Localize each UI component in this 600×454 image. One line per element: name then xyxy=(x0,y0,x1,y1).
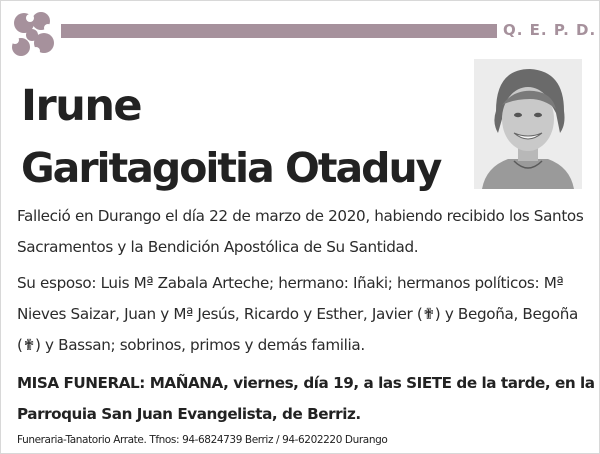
deceased-first-name: Irune xyxy=(21,81,142,131)
funeral-home-footer: Funeraria-Tanatorio Arrate. Tfnos: 94-6824739 Berriz / 94-6202220 Durango xyxy=(17,434,388,446)
funeral-paragraph: MISA FUNERAL: MAÑANA, viernes, día 19, a las SIETE de la tarde, en la Parroquia San Juan Evangelista, de Berriz. xyxy=(17,374,595,423)
death-notice-paragraph: Falleció en Durango el día 22 de marzo de 2020, habiendo recibido los Santos Sacramentos y la Bendición Apostólica de Su Santidad. xyxy=(17,207,584,256)
deceased-surnames: Garitagoitia Otaduy xyxy=(21,144,441,192)
family-paragraph: Su esposo: Luis Mª Zabala Arteche; hermano: Iñaki; hermanos políticos: Mª Nieves Saizar, Juan y Mª Jesús, Ricardo y Esther, Javier (✟) y Begoña, Begoña (✟) y Bassan; sobrinos, primos y demás familia. xyxy=(17,274,578,354)
lauburu-icon xyxy=(6,9,58,61)
deceased-portrait xyxy=(474,59,582,189)
qepd-label: Q. E. P. D. xyxy=(503,21,597,39)
header-bar xyxy=(61,24,497,38)
